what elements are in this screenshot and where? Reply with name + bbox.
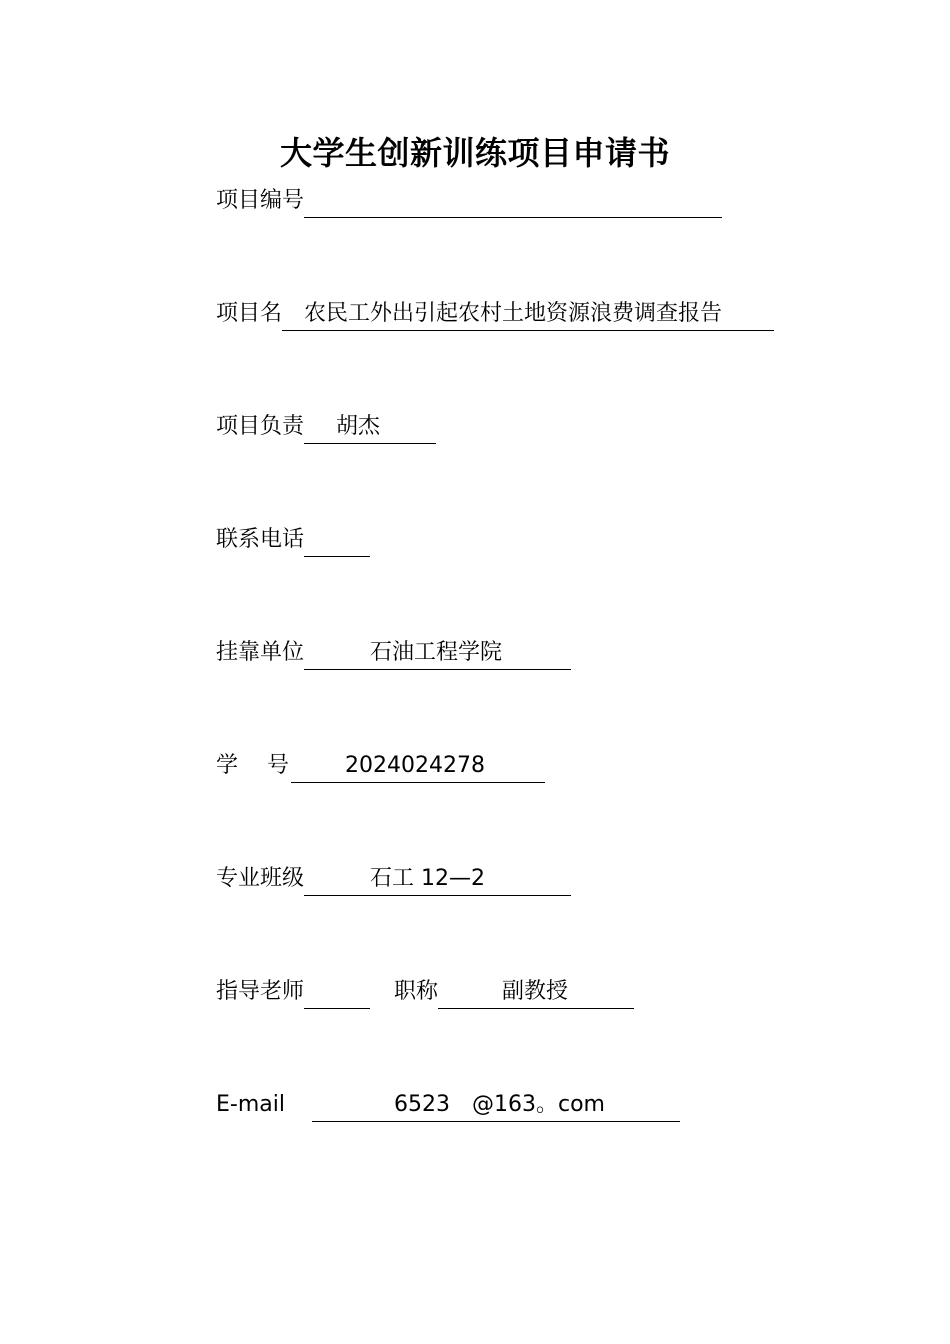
unit-label: 挂靠单位 (216, 640, 305, 665)
major-class-row (216, 862, 571, 896)
unit-field[interactable] (304, 636, 571, 670)
title-rank-field[interactable] (438, 975, 634, 1009)
project-number-label: 项目编号 (216, 188, 305, 213)
project-leader-value: 胡杰 (336, 414, 381, 439)
project-leader-label: 项目负责 (216, 414, 305, 439)
student-id-row (216, 749, 545, 783)
major-class-value: 石工 12—2 (370, 866, 486, 891)
project-name-field[interactable] (282, 297, 774, 331)
project-name-row (216, 297, 774, 331)
email-row (216, 1088, 680, 1122)
email-field[interactable] (312, 1088, 680, 1122)
phone-label: 联系电话 (216, 527, 305, 552)
student-id-value: 2024024278 (345, 753, 485, 778)
page-title: 大学生创新训练项目申请书 (279, 134, 670, 172)
student-id-label: 学 号 (216, 753, 289, 778)
phone-field[interactable] (304, 523, 370, 557)
email-label: E-mail (216, 1092, 285, 1117)
major-class-field[interactable] (304, 862, 571, 896)
project-number-field[interactable] (304, 184, 722, 218)
project-leader-row (216, 410, 436, 444)
advisor-field[interactable] (304, 975, 370, 1009)
unit-value: 石油工程学院 (370, 640, 503, 665)
phone-row (216, 523, 370, 557)
advisor-label: 指导老师 (216, 979, 305, 1004)
project-leader-field[interactable] (304, 410, 436, 444)
title-rank-label: 职称 (394, 979, 439, 1004)
project-name-value: 农民工外出引起农村土地资源浪费调查报告 (304, 301, 723, 326)
email-value: 6523 @163。com (394, 1092, 605, 1117)
unit-row (216, 636, 571, 670)
title-rank-value: 副教授 (502, 979, 569, 1004)
major-class-label: 专业班级 (216, 866, 305, 891)
advisor-row (216, 975, 634, 1009)
project-number-row (216, 184, 722, 218)
project-name-label: 项目名 (216, 301, 283, 326)
student-id-field[interactable] (291, 749, 545, 783)
